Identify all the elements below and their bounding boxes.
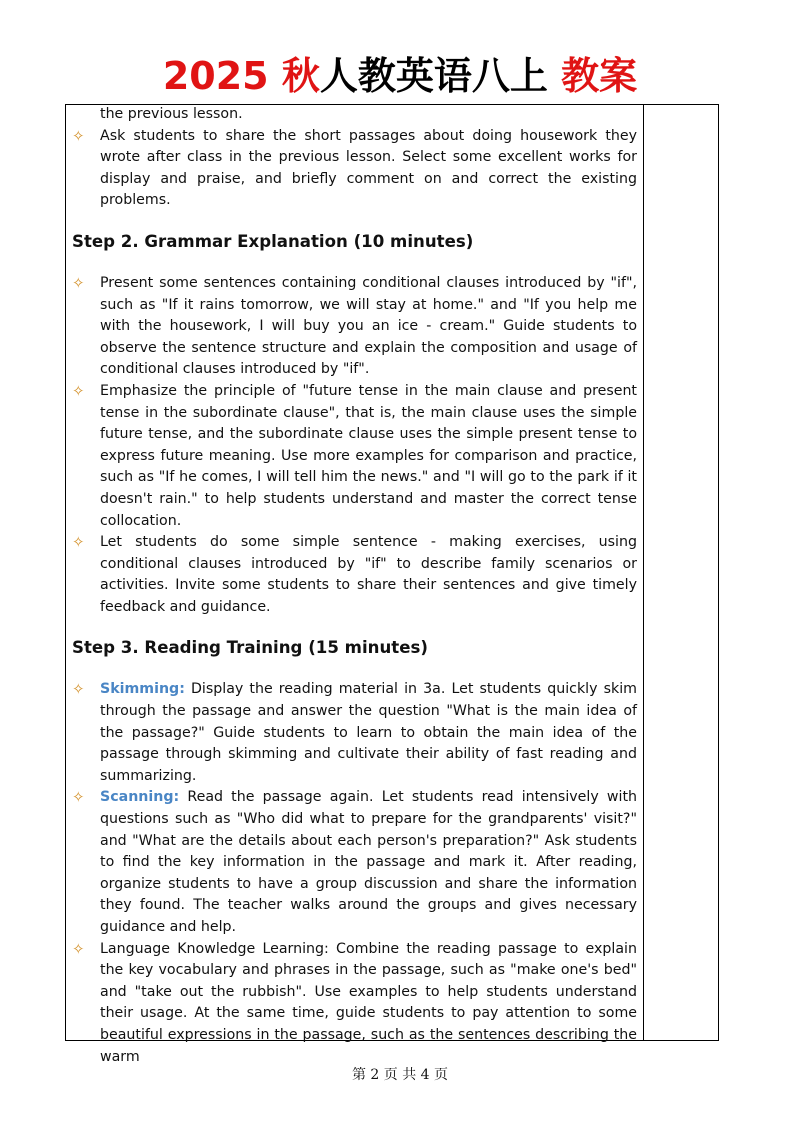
step1-item (72, 126, 637, 212)
step2-item-2 (72, 381, 637, 532)
scanning-label: Scanning: (100, 789, 180, 806)
step2-item-text: Let students do some simple sentence - making exercises, using conditional clauses introduced by "if" to describe family scenarios or activities. Invite some students to share their sentences and give timely feedback and guidance. (100, 534, 637, 615)
step2-heading: Step 2. Grammar Explanation (10 minutes) (72, 231, 474, 251)
diamond-bullet-icon: ✧ (72, 533, 85, 552)
diamond-bullet-icon: ✧ (72, 126, 85, 145)
table-column-divider (643, 105, 644, 1040)
lesson-content (72, 104, 637, 1068)
page-number: 第 2 页 共 4 页 (351, 1067, 449, 1083)
intro-line (72, 104, 637, 126)
skimming-text: Display the reading material in 3a. Let students quickly skim through the passage and answer the question "What is the main idea of the passage?" Guide students to learn to obtain the main idea of the passage through skimming and cultivate their ability of fast reading and summarizing. (100, 681, 637, 784)
language-item (72, 939, 637, 1069)
step3-heading: Step 3. Reading Training (15 minutes) (72, 638, 428, 658)
diamond-bullet-icon: ✧ (72, 680, 85, 699)
intro-line-text: the previous lesson. (100, 106, 243, 122)
step2-item-1 (72, 273, 637, 381)
diamond-bullet-icon: ✧ (72, 939, 85, 958)
diamond-bullet-icon: ✧ (72, 273, 85, 292)
language-item-text: Language Knowledge Learning: Combine the reading passage to explain the key vocabulary and phrases in the passage, such as "make one's bed" and "take out the rubbish". Use examples to help students understand their usage. At the same time, guide students to pay attention to some beautiful expressions in the passage, such as the sentences describing the warm (100, 940, 637, 1065)
skimming-label: Skimming: (100, 681, 185, 698)
title-type: 教案 (561, 54, 638, 98)
step2-item-3 (72, 532, 637, 618)
skimming-item (72, 679, 637, 787)
scanning-item (72, 787, 637, 938)
diamond-bullet-icon: ✧ (72, 788, 85, 807)
title-season: 秋 (281, 54, 320, 98)
title-year: 2025 (162, 54, 269, 98)
scanning-text: Read the passage again. Let students read intensively with questions such as "Who did what to prepare for the grandparents' visit?" and "What are the details about each person's preparation?" Ask students to find the key information in the passage and mark it. After reading, organize students to have a group discussion and share the information they found. The teacher walks around the groups and gives necessary guidance and help. (100, 789, 637, 935)
step2-item-text: Present some sentences containing conditional clauses introduced by "if", such as "If it rains tomorrow, we will stay at home." and "If you help me with the housework, I will buy you an ice - cream." Guide students to observe the sentence structure and explain the composition and usage of conditional clauses introduced by "if". (100, 274, 637, 378)
diamond-bullet-icon: ✧ (72, 381, 85, 400)
title-course: 人教英语八上 (319, 54, 548, 98)
step1-item-text: Ask students to share the short passages about doing housework they wrote after class in the previous lesson. Select some excellent works for display and praise, and briefly comment on and correct the existing problems. (100, 127, 637, 209)
step2-item-text: Emphasize the principle of "future tense in the main clause and present tense in the subordinate clause", that is, the main clause uses the simple future tense, and the subordinate clause uses the simple present tense to express future meaning. Use more examples for comparison and practice, such as "If he comes, I will tell him the news." and "I will go to the park if it doesn't rain." to help students understand and master the correct tense collocation. (100, 382, 637, 529)
page-title (0, 52, 800, 100)
